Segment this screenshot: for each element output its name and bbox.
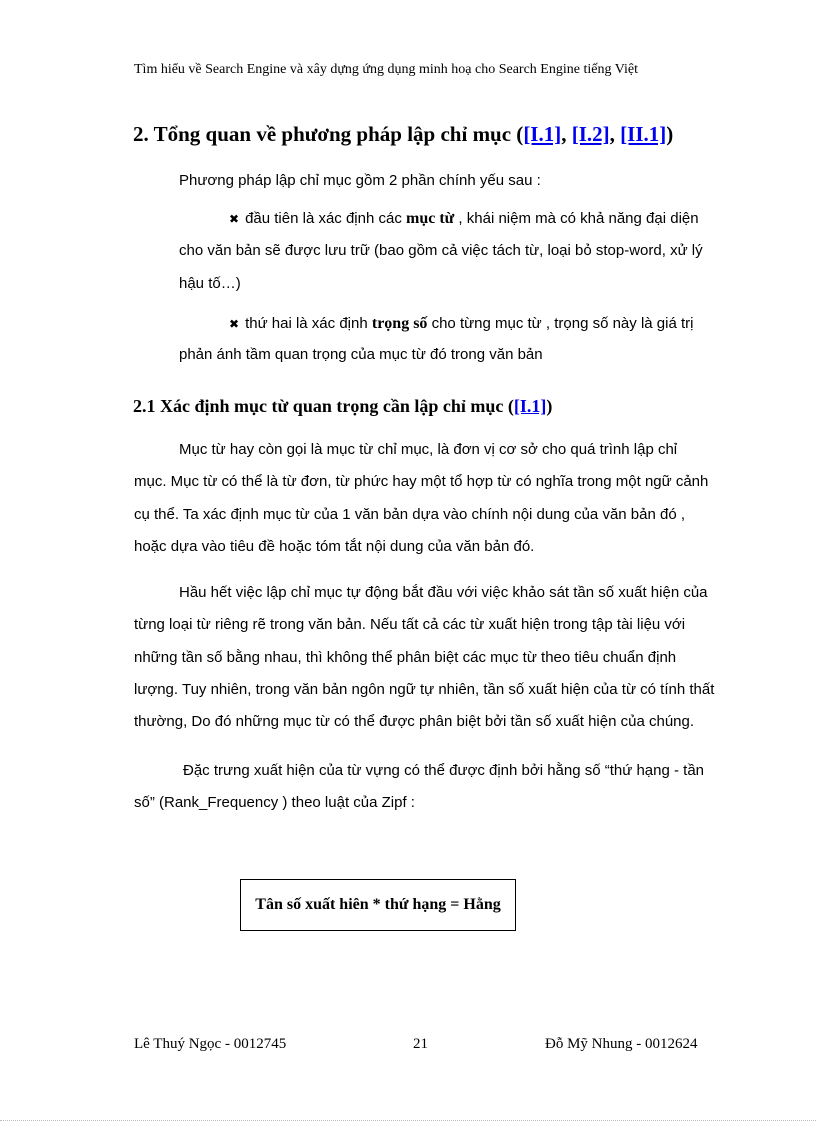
para-1-line-2: mục. Mục từ có thể là từ đơn, từ phức hay một tổ hợp từ có nghĩa trong một ngữ cảnh <box>134 473 709 490</box>
bullet-2-text: thứ hai là xác định <box>245 315 372 332</box>
bullet-1-line-2: cho văn bản sẽ được lưu trữ (bao gồm cả việc tách từ, loại bỏ stop-word, xử lý <box>179 242 703 259</box>
cross-bullet-icon: ✖ <box>229 317 240 331</box>
para-3-line-2: số” (Rank_Frequency ) theo luật của Zipf : <box>134 794 415 811</box>
ref-separator: , <box>561 122 572 146</box>
bullet-2-line-2: phản ánh tầm quan trọng của mục từ đó trong văn bản <box>179 346 543 363</box>
para-2-line-1: Hầu hết việc lập chỉ mục tự động bắt đầu với việc khảo sát tần số xuất hiện của <box>179 584 708 601</box>
zipf-formula-box <box>240 879 516 931</box>
bullet-2-line-1 <box>229 314 693 334</box>
zipf-formula: Tân số xuất hiên * thứ hạng = Hằng <box>255 896 501 913</box>
para-1-line-3: cụ thể. Ta xác định mục từ của 1 văn bản dựa vào chính nội dung của văn bản đó , <box>134 506 686 523</box>
section-2-heading <box>133 122 673 147</box>
ref-link-i1[interactable]: [I.1] <box>523 122 562 146</box>
bullet-1-text: đầu tiên là xác định các <box>245 210 406 227</box>
section-2-close: ) <box>666 122 674 146</box>
page-header: Tìm hiểu về Search Engine và xây dựng ứng dụng minh hoạ cho Search Engine tiếng Việt <box>134 62 638 77</box>
cross-bullet-icon: ✖ <box>229 212 240 226</box>
bullet-2-bold-term: trọng số <box>371 315 428 332</box>
footer-page-number: 21 <box>413 1036 428 1052</box>
para-1-line-1: Mục từ hay còn gọi là mục từ chỉ mục, là đơn vị cơ sở cho quá trình lập chỉ <box>179 441 678 458</box>
para-2-line-4: lượng. Tuy nhiên, trong văn bản ngôn ngữ tự nhiên, tần số xuất hiện của từ có tính thất <box>134 681 715 698</box>
ref-link-i2[interactable]: [I.2] <box>571 122 610 146</box>
bullet-1-bold-term: mục từ <box>406 210 455 227</box>
bullet-1-line-1 <box>229 209 699 229</box>
bullet-1-line-3: hậu tố…) <box>179 275 241 292</box>
para-2-line-3: những tần số bằng nhau, thì không thể phân biệt các mục từ theo tiêu chuẩn định <box>134 649 677 666</box>
section-2-title: 2. Tổng quan về phương pháp lập chỉ mục ( <box>133 122 524 146</box>
footer-author-left: Lê Thuý Ngọc - 0012745 <box>134 1036 287 1052</box>
section-2-1-close: ) <box>546 396 553 416</box>
para-2-line-5: thường, Do đó những mục từ có thể được phân biệt bởi tần số xuất hiện của chúng. <box>134 713 695 730</box>
page-bottom-divider <box>0 1120 816 1121</box>
intro-paragraph: Phương pháp lập chỉ mục gồm 2 phần chính yếu sau : <box>179 172 541 189</box>
para-1-line-4: hoặc dựa vào tiêu đề hoặc tóm tắt nội dung của văn bản đó. <box>134 538 535 555</box>
bullet-1-text-after: , khái niệm mà có khả năng đại diện <box>454 210 699 227</box>
ref-link-ii1[interactable]: [II.1] <box>620 122 667 146</box>
section-2-1-heading <box>133 396 552 417</box>
ref-separator: , <box>609 122 621 146</box>
footer-author-right: Đỗ Mỹ Nhung - 0012624 <box>545 1036 698 1052</box>
bullet-2-text-after: cho từng mục từ , trọng số này là giá trị <box>427 315 694 332</box>
section-2-1-title: 2.1 Xác định mục từ quan trọng cần lập chỉ mục ( <box>133 396 514 416</box>
para-3-line-1: Đặc trưng xuất hiện của từ vựng có thể được định bởi hằng số “thứ hạng - tần <box>183 762 705 779</box>
ref-link-i1-section-2-1[interactable]: [I.1] <box>513 396 547 416</box>
para-2-line-2: từng loại từ riêng rẽ trong văn bản. Nếu tất cả các từ xuất hiện trong tập tài liệu với <box>134 616 686 633</box>
